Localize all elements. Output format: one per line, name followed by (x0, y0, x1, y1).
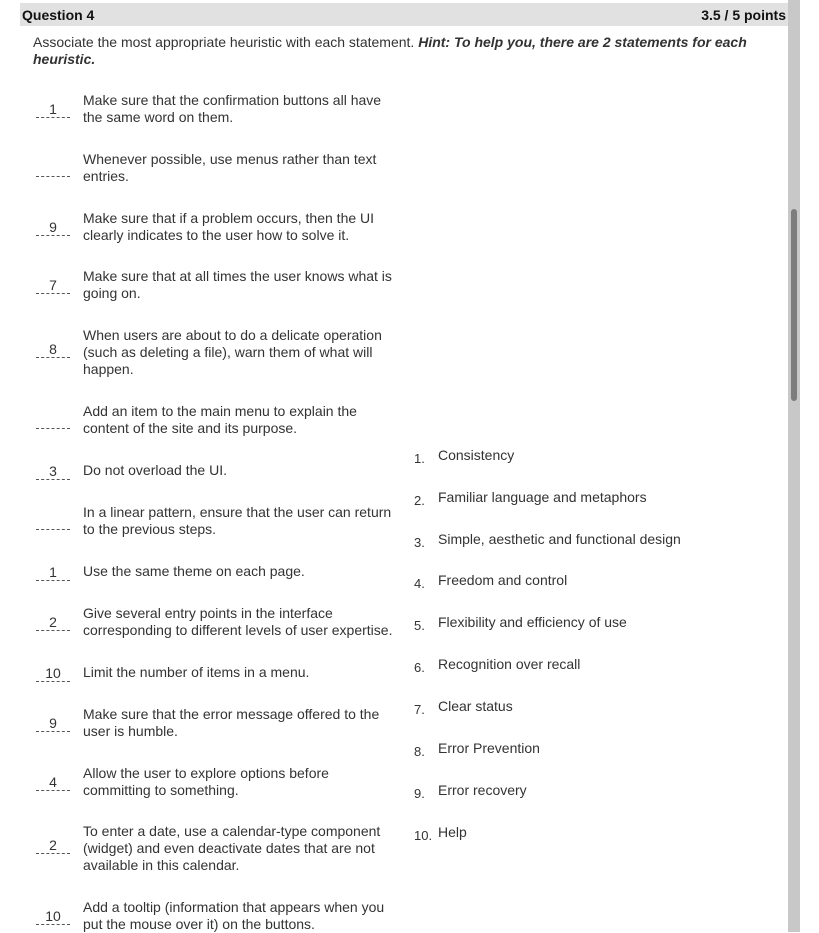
statement-line: corresponding to different levels of user expertise. (83, 622, 393, 638)
option-number: 7. (414, 702, 425, 717)
statement-text (83, 210, 403, 244)
statement-line: Do not overload the UI. (83, 462, 227, 478)
statement-text (83, 462, 403, 479)
option-label: Error recovery (438, 782, 527, 798)
answer-field[interactable]: 9 (36, 220, 70, 236)
question-header (20, 3, 788, 26)
statement-line: Make sure that the confirmation buttons all have (83, 92, 382, 108)
statement-line: (such as deleting a file), warn them of what will (83, 344, 373, 360)
option-number: 3. (414, 535, 425, 550)
option-number: 2. (414, 493, 425, 508)
statement-row (36, 664, 406, 681)
statement-line: to the previous steps. (83, 521, 217, 537)
statement-row (36, 327, 406, 378)
instructions-text: Associate the most appropriate heuristic with each statement. (33, 34, 415, 50)
option-label: Help (438, 824, 467, 840)
statement-line: content of the site and its purpose. (83, 420, 298, 436)
option-label: Error Prevention (438, 740, 540, 756)
option-number: 6. (414, 660, 425, 675)
statement-line: Add a tooltip (information that appears when you (83, 899, 385, 915)
statement-row (36, 765, 406, 799)
instructions-hint: Hint: To help you, there are 2 statements for each heuristic. (33, 34, 747, 67)
heuristic-option (414, 824, 754, 846)
statement-line: Give several entry points in the interface (83, 605, 333, 621)
statement-line: available in this calendar. (83, 857, 240, 873)
option-number: 10. (414, 828, 433, 843)
statement-row (36, 563, 406, 580)
statement-line: Limit the number of items in a menu. (83, 664, 310, 680)
statement-text (83, 765, 403, 799)
statement-row (36, 605, 406, 639)
statement-text (83, 823, 403, 874)
answer-field[interactable]: 9 (36, 716, 70, 732)
statement-text (83, 268, 403, 302)
statement-row (36, 706, 406, 740)
statement-line: Make sure that the error message offered to the (83, 706, 380, 722)
statement-line: To enter a date, use a calendar-type component (83, 823, 381, 839)
heuristic-option (414, 489, 754, 511)
statement-row (36, 462, 406, 479)
option-label: Familiar language and metaphors (438, 489, 647, 505)
statement-line: clearly indicates to the user how to solve it. (83, 227, 350, 243)
statement-row (36, 210, 406, 244)
statement-line: Use the same theme on each page. (83, 563, 305, 579)
option-label: Recognition over recall (438, 656, 581, 672)
answer-field[interactable]: 7 (36, 278, 70, 294)
answer-field[interactable]: 2 (36, 615, 70, 631)
option-number: 9. (414, 786, 425, 801)
option-label: Clear status (438, 698, 513, 714)
statement-text (83, 563, 403, 580)
statement-text (83, 664, 403, 681)
heuristic-option (414, 531, 754, 553)
statement-text (83, 504, 403, 538)
statement-line: When users are about to do a delicate operation (83, 327, 382, 343)
option-label: Simple, aesthetic and functional design (438, 531, 681, 547)
statement-line: entries. (83, 168, 129, 184)
answer-field[interactable] (36, 413, 70, 429)
answer-field[interactable]: 1 (36, 565, 70, 581)
statement-row (36, 504, 406, 538)
scrollbar-thumb[interactable] (791, 209, 797, 401)
heuristic-option (414, 740, 754, 762)
statement-text (83, 403, 403, 437)
heuristic-option (414, 782, 754, 804)
answer-field[interactable]: 10 (36, 666, 70, 682)
statement-text (83, 605, 403, 639)
answer-field[interactable] (36, 161, 70, 177)
answer-field[interactable]: 4 (36, 775, 70, 791)
option-number: 1. (414, 451, 425, 466)
statement-line: Make sure that at all times the user knows what is (83, 268, 392, 284)
statement-line: happen. (83, 361, 134, 377)
answer-field[interactable]: 3 (36, 464, 70, 480)
question-title: Question 4 (22, 7, 95, 23)
answer-field[interactable]: 2 (36, 838, 70, 854)
question-instructions (33, 34, 763, 68)
statement-row (36, 268, 406, 302)
statement-text (83, 327, 403, 378)
statement-line: Make sure that if a problem occurs, then the UI (83, 210, 375, 226)
statement-line: user is humble. (83, 723, 178, 739)
statement-row (36, 899, 406, 933)
question-score: 3.5 / 5 points (701, 7, 786, 23)
answer-field[interactable]: 1 (36, 102, 70, 118)
statement-text (83, 151, 403, 185)
statement-line: committing to something. (83, 782, 239, 798)
statement-line: In a linear pattern, ensure that the user can return (83, 504, 392, 520)
option-label: Flexibility and efficiency of use (438, 614, 627, 630)
statement-row (36, 151, 406, 185)
option-number: 5. (414, 618, 425, 633)
option-label: Freedom and control (438, 572, 568, 588)
heuristic-option (414, 614, 754, 636)
option-number: 8. (414, 744, 425, 759)
heuristic-option (414, 447, 754, 469)
answer-field[interactable]: 8 (36, 342, 70, 358)
statement-text (83, 706, 403, 740)
statement-line: (widget) and even deactivate dates that are not (83, 840, 375, 856)
option-label: Consistency (438, 447, 515, 463)
statement-line: Allow the user to explore options before (83, 765, 329, 781)
heuristic-option (414, 572, 754, 594)
option-number: 4. (414, 576, 425, 591)
statement-row (36, 92, 406, 126)
statement-row (36, 403, 406, 437)
statement-text (83, 92, 403, 126)
statement-line: the same word on them. (83, 109, 234, 125)
statement-line: going on. (83, 285, 141, 301)
heuristic-option (414, 656, 754, 678)
statement-line: Add an item to the main menu to explain the (83, 403, 357, 419)
statement-line: Whenever possible, use menus rather than text (83, 151, 377, 167)
answer-field[interactable]: 10 (36, 909, 70, 925)
answer-field[interactable] (36, 514, 70, 530)
statement-line: put the mouse over it) on the buttons. (83, 916, 315, 932)
heuristic-option (414, 698, 754, 720)
vertical-scrollbar[interactable] (788, 0, 800, 932)
statement-row (36, 823, 406, 874)
statement-text (83, 899, 403, 933)
